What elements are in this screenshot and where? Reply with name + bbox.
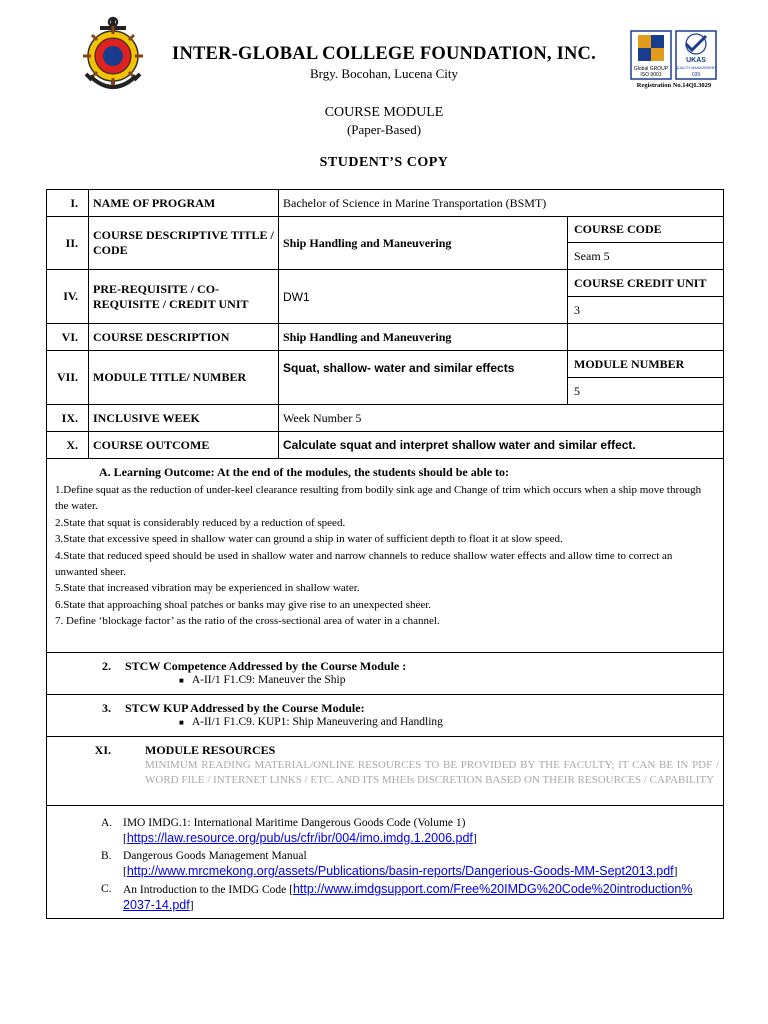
resource-letter: B. [101,850,112,862]
module-number-value: 5 [568,378,724,405]
resource-text: IMO IMDG.1: International Maritime Dangerous Goods Code (Volume 1) [123,817,466,829]
bullet-icon: ■ [179,717,184,727]
row-label: INCLUSIVE WEEK [89,405,279,432]
svg-text:QUALITY MANAGEMENT: QUALITY MANAGEMENT [675,66,717,70]
row-number: VI. [47,324,89,351]
course-code-value: Seam 5 [568,243,724,270]
row-number: X. [47,432,89,459]
stcw-competence-title: STCW Competence Addressed by the Course Module : [125,659,407,673]
college-address: Brgy. Bocohan, Lucena City [309,66,459,81]
row-course-outcome [47,432,724,459]
section-number: 3. [102,701,111,715]
stcw-competence-item: ■ A-II/1 F1.C9: Maneuver the Ship [179,674,346,686]
module-resources-title: MODULE RESOURCES [145,743,276,757]
svg-text:Global GROUP: Global GROUP [633,66,669,72]
list-item: 5.State that increased vibration may be experienced in shallow water. [55,582,360,595]
section-number: XI. [94,743,111,757]
resource-link[interactable]: http://www.mrcmekong.org/assets/Publications/basin-reports/Dangerious-Goods-MM-Sept2013.pdf [126,864,674,878]
stcw-kup-item: ■ A-II/1 F1.C9. KUP1: Ship Maneuvering and Handling [179,716,443,728]
svg-text:ISO 9001: ISO 9001 [640,72,662,78]
list-item: 1.Define squat as the reduction of under-keel clearance resulting from bodily sink age and Change of trim which occurs when a ship move through the water. [55,484,702,513]
row-label: COURSE DESCRIPTIVE TITLE / CODE [89,217,279,270]
section-number: 2. [102,659,111,673]
college-name: INTER-GLOBAL COLLEGE FOUNDATION, INC. [172,44,596,64]
list-item: 4.State that reduced speed should be used in shallow water and narrow channels to reduce shallow water effects and allow time to correct an unwanted sheer. [55,549,673,579]
svg-text:039: 039 [691,72,701,78]
list-item: 6.State that approaching shoal patches or banks may give rise to an unexpected sheer. [55,598,432,611]
registration-number: Registration No.14QL3029 [636,82,712,89]
row-number: II. [47,217,89,270]
iso-certification-logos [630,30,718,80]
resource-letter: A. [101,817,113,829]
row-label: NAME OF PROGRAM [89,190,279,217]
row-label: COURSE DESCRIPTION [89,324,279,351]
row-prerequisite [47,270,724,297]
course-code-label: COURSE CODE [568,217,724,243]
resource-item-c: C. An Introduction to the IMDG Code [http://www.imdgsupport.com/Free%20IMDG%20Code%20introduction%2037-14.pdf] [101,882,693,912]
course-module-table [46,189,724,919]
module-resources-note: MINIMUM READING MATERIAL/ONLINE RESOURCES TO BE PROVIDED BY THE FACULTY; IT CAN BE IN PDF / WORD FILE / INTERNET LINKS / ETC. AND ITS MHEIs DISCRETION BASED ON THEIR RESOURCES / CAPABILITY [145,759,720,786]
resource-item-a: A. IMO IMDG.1: International Maritime Dangerous Goods Code (Volume 1) [https://law.resource.org/pub/us/cfr/ibr/004/imo.imdg.1.2006.pdf] [101,817,477,845]
row-course-description [47,324,724,351]
module-title-value: Squat, shallow- water and similar effects [279,351,568,405]
list-item: 7. Define ‘blockage factor’ as the ratio of the cross-sectional area of water in a channel. [55,615,440,628]
resource-text: An Introduction to the IMDG Code [123,884,290,896]
row-inclusive-week [47,405,724,432]
row-number: IV. [47,270,89,324]
inclusive-week-value: Week Number 5 [279,405,724,432]
resource-link[interactable]: http://www.imdgsupport.com/Free%20IMDG%20Code%20introduction%2037-14.pdf [123,882,693,912]
stcw-kup-title: STCW KUP Addressed by the Course Module: [125,701,365,715]
row-course-title [47,217,724,243]
row-number: I. [47,190,89,217]
resource-link[interactable]: https://law.resource.org/pub/us/cfr/ibr/004/imo.imdg.1.2006.pdf [126,831,473,845]
bullet-icon: ■ [179,675,184,685]
row-number: VII. [47,351,89,405]
prerequisite-value: DW1 [279,270,568,324]
row-label: MODULE TITLE/ NUMBER [89,351,279,405]
list-item: 3.State that excessive speed in shallow water can ground a ship in water of sufficient depth to float it at slow speed. [55,533,563,546]
row-label: COURSE OUTCOME [89,432,279,459]
resource-text: Dangerous Goods Management Manual [123,850,307,862]
row-module-title [47,351,724,378]
row-resource-links [47,806,724,919]
resource-letter: C. [101,883,112,895]
credit-unit-value: 3 [568,297,724,324]
row-learning-outcomes [47,459,724,653]
resource-item-b: B. Dangerous Goods Management Manual [http://www.mrcmekong.org/assets/Publications/basin-reports/Dangerious-Goods-MM-Sept2013.pdf] [101,850,678,878]
module-heading: COURSE MODULE [324,105,444,120]
row-stcw-kup [47,695,724,737]
svg-text:UKAS: UKAS [686,57,706,64]
row-name-of-program [47,190,724,217]
row-number: IX. [47,405,89,432]
list-item: 2.State that squat is considerably reduced by a reduction of speed. [55,516,346,529]
course-description-value: Ship Handling and Maneuvering [279,324,568,351]
course-outcome-value: Calculate squat and interpret shallow water and similar effect. [279,432,724,459]
row-label: PRE-REQUISITE / CO-REQUISITE / CREDIT UNIT [89,270,279,324]
row-module-resources [47,737,724,806]
row-stcw-competence [47,653,724,695]
paper-based-label: (Paper-Based) [346,122,422,137]
module-number-label: MODULE NUMBER [568,351,724,378]
learning-outcome-list [47,480,723,630]
program-value: Bachelor of Science in Marine Transportation (BSMT) [279,190,724,217]
course-title-value: Ship Handling and Maneuvering [279,217,568,270]
credit-unit-label: COURSE CREDIT UNIT [568,270,724,297]
students-copy-label: STUDENT’S COPY [319,155,449,170]
learning-outcome-heading: A. Learning Outcome: At the end of the modules, the students should be able to: [99,465,510,479]
